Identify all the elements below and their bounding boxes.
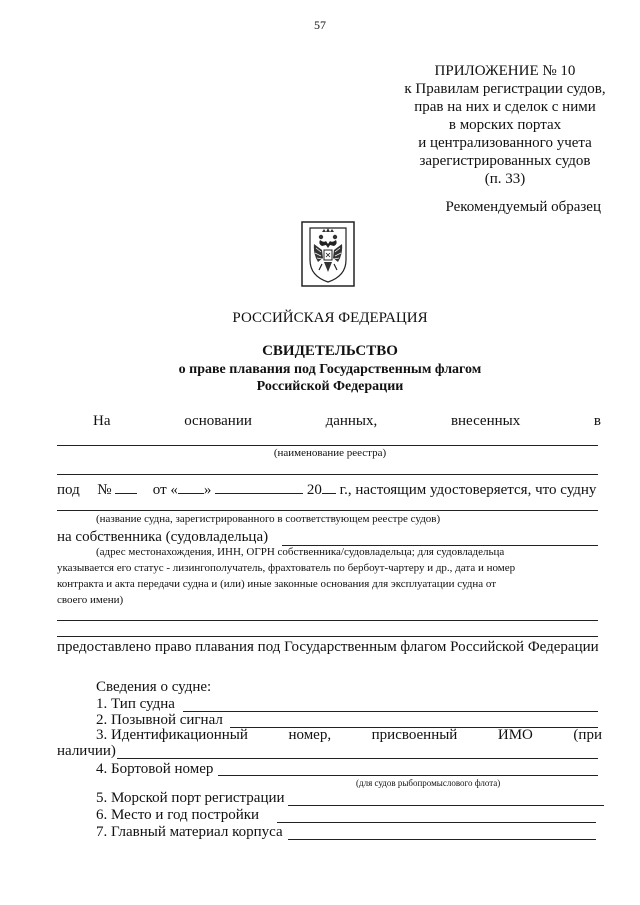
certificate-subtitle: Российской Федерации xyxy=(256,379,404,394)
page-number: 57 xyxy=(314,18,326,32)
number-blank[interactable] xyxy=(115,481,137,494)
build-place-label: 6. Место и год постройки xyxy=(96,807,260,823)
granted-text: предоставлено право плавания под Государственным флагом Российской Федерации xyxy=(57,639,599,655)
basis-word: основании xyxy=(184,413,252,429)
build-place-field[interactable] xyxy=(277,822,596,823)
owner-label: на собственника (судовладельца) xyxy=(57,529,269,545)
registry-caption: (наименование реестра) xyxy=(273,447,387,459)
certifies-text: г., настоящим удостоверяется, что судну xyxy=(339,482,597,498)
year-blank[interactable] xyxy=(322,481,336,494)
sample-note: Рекомендуемый образец xyxy=(445,199,601,215)
year-prefix: 20 xyxy=(306,482,322,498)
appendix-block xyxy=(380,62,630,188)
month-blank[interactable] xyxy=(215,481,303,494)
appendix-line: и централизованного учета xyxy=(418,135,592,151)
coat-of-arms-icon xyxy=(296,218,360,290)
vessel-type-field[interactable] xyxy=(183,711,598,712)
hull-number-caption: (для судов рыбопромыслового флота) xyxy=(356,778,501,788)
owner-caption: своего имени) xyxy=(57,594,124,606)
from-label: от « xyxy=(152,482,178,498)
imo-word: 3. Идентификационный xyxy=(96,727,248,743)
imo-word: (при xyxy=(573,727,602,743)
registry-blank-line[interactable] xyxy=(57,474,598,475)
port-label: 5. Морской порт регистрации xyxy=(96,790,285,806)
appendix-line: в морских портах xyxy=(448,117,562,133)
appendix-line: (п. 33) xyxy=(484,171,526,187)
port-field[interactable] xyxy=(288,805,604,806)
certificate-title: СВИДЕТЕЛЬСТВО xyxy=(262,343,398,359)
imo-cont-label: наличии) xyxy=(57,743,116,759)
certify-line xyxy=(57,481,602,499)
hull-material-field[interactable] xyxy=(288,839,596,840)
basis-line xyxy=(93,413,601,430)
hull-material-label: 7. Главный материал корпуса xyxy=(96,824,283,840)
country-name: РОССИЙСКАЯ ФЕДЕРАЦИЯ xyxy=(232,310,428,326)
call-sign-label: 2. Позывной сигнал xyxy=(96,712,223,728)
appendix-line: прав на них и сделок с ними xyxy=(414,99,596,115)
basis-word: внесенных xyxy=(450,413,521,429)
basis-word: в xyxy=(593,413,601,429)
day-blank[interactable] xyxy=(178,481,204,494)
hull-number-field[interactable] xyxy=(218,775,598,776)
owner-caption: указывается его статус - лизингополучатель, фрахтователь по бербоут-чартеру и др., дата и номер xyxy=(57,562,516,574)
vessel-blank-line[interactable] xyxy=(57,510,598,511)
imo-word: присвоенный xyxy=(371,727,458,743)
basis-word: данных, xyxy=(325,413,378,429)
owner-caption: (адрес местонахождения, ИНН, ОГРН собственника/судовладельца; для судовладельца xyxy=(96,546,505,558)
certificate-subtitle: о праве плавания под Государственным флагом xyxy=(178,362,482,377)
appendix-title: ПРИЛОЖЕНИЕ № 10 xyxy=(434,63,576,79)
owner-blank-line[interactable] xyxy=(57,620,598,621)
quote-close: » xyxy=(203,482,212,498)
owner-caption: контракта и акта передачи судна и (или) иные законные основания для эксплуатации судна от xyxy=(57,578,497,590)
imo-line xyxy=(96,727,602,744)
appendix-line: к Правилам регистрации судов, xyxy=(404,81,606,97)
imo-field[interactable] xyxy=(117,758,598,759)
registry-blank-line[interactable] xyxy=(57,445,598,446)
basis-word: На xyxy=(93,413,111,429)
vessel-info-heading: Сведения о судне: xyxy=(96,679,212,695)
number-sign: № xyxy=(97,482,112,498)
owner-blank-line[interactable] xyxy=(57,636,598,637)
vessel-caption: (название судна, зарегистрированного в соответствующем реестре судов) xyxy=(96,513,441,525)
imo-word: номер, xyxy=(288,727,332,743)
hull-number-label: 4. Бортовой номер xyxy=(96,761,214,777)
appendix-line: зарегистрированных судов xyxy=(419,153,591,169)
vessel-type-label: 1. Тип судна xyxy=(96,696,175,712)
imo-word: ИМО xyxy=(497,727,533,743)
under-label: под xyxy=(57,482,80,498)
